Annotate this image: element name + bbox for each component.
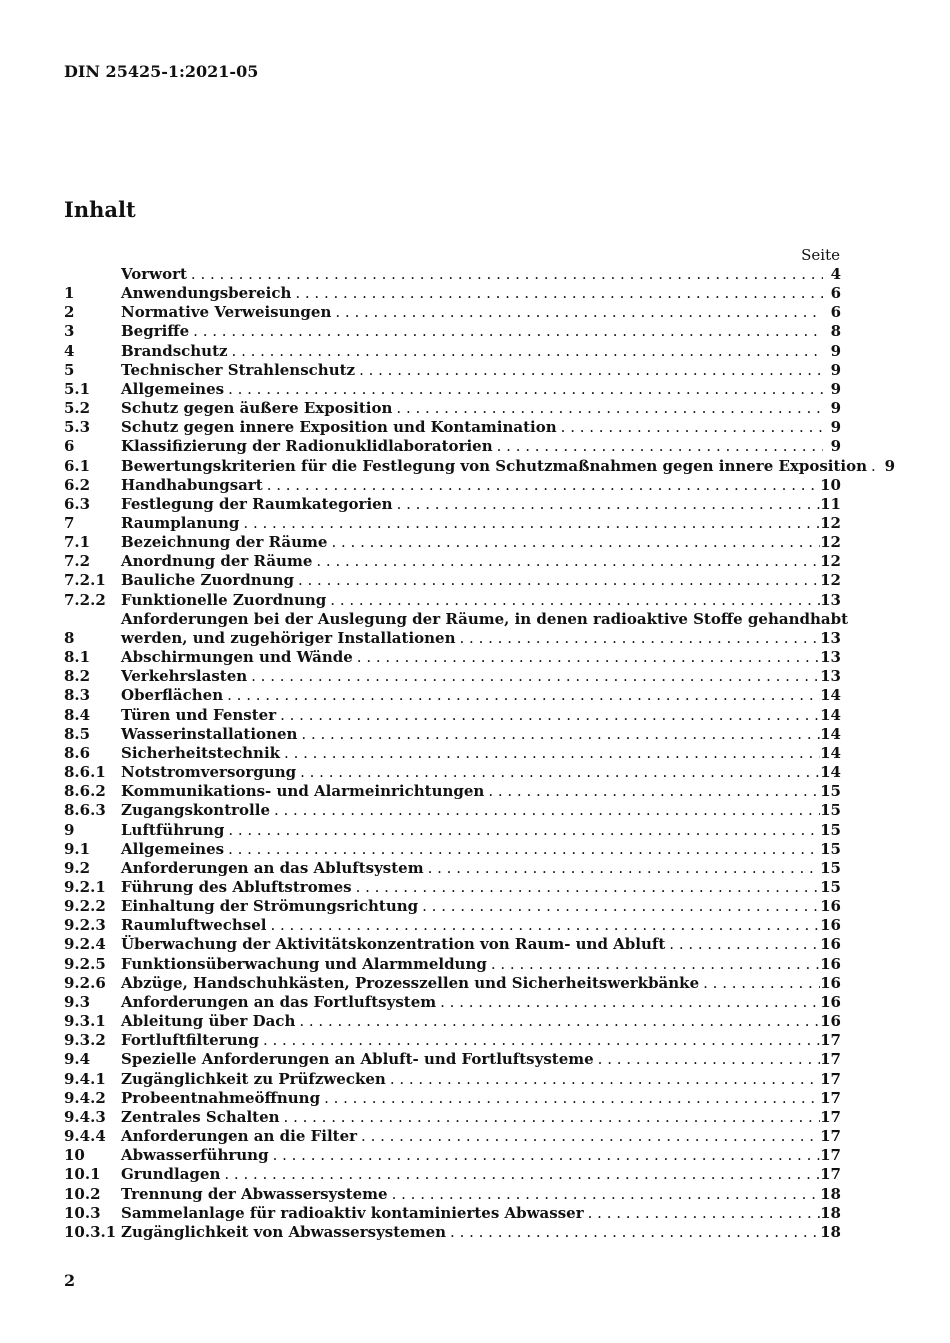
toc-entry[interactable] <box>64 1165 841 1184</box>
toc-entry-number: 10.3.1 <box>64 1222 117 1241</box>
toc-dot-leader <box>393 495 821 514</box>
toc-entry-title: Festlegung der Raumkategorien <box>121 494 393 513</box>
toc-dot-leader <box>484 782 820 801</box>
toc-entry-page: 17 <box>820 1146 841 1165</box>
toc-entry-number: 9.2.6 <box>64 973 106 992</box>
toc-entry[interactable] <box>64 418 841 437</box>
toc-entry[interactable] <box>64 1012 841 1031</box>
toc-entry-number: 5 <box>64 360 75 379</box>
toc-entry[interactable] <box>64 1127 841 1146</box>
toc-entry[interactable] <box>64 744 841 763</box>
toc-entry-page: 16 <box>820 954 841 973</box>
toc-entry[interactable] <box>64 1146 841 1165</box>
toc-entry[interactable] <box>64 782 841 801</box>
toc-entry-title: Funktionsüberwachung und Alarmmeldung <box>121 954 487 973</box>
toc-entry-number: 4 <box>64 341 75 360</box>
toc-dot-leader <box>220 1165 820 1184</box>
toc-entry-title: Handhabungsart <box>121 475 263 494</box>
toc-entry-title: Funktionelle Zuordnung <box>121 590 327 609</box>
toc-dot-leader <box>263 476 820 495</box>
page-number: 2 <box>64 1271 76 1290</box>
toc-entry-number: 9.4.1 <box>64 1069 106 1088</box>
toc-entry[interactable] <box>64 342 841 361</box>
toc-entry-number: 6.2 <box>64 475 91 494</box>
toc-entry-number: 9.4.2 <box>64 1088 106 1107</box>
toc-entry-title: Brandschutz <box>121 341 228 360</box>
toc-dot-leader <box>331 303 823 322</box>
toc-entry-title: Schutz gegen äußere Exposition <box>121 399 393 418</box>
toc-dot-leader <box>436 993 820 1012</box>
toc-entry-page: 18 <box>820 1222 841 1241</box>
toc-entry[interactable] <box>64 897 841 916</box>
toc-entry-number: 9.3 <box>64 992 91 1011</box>
toc-entry-page: 16 <box>820 916 841 935</box>
toc-entry-title: Zugänglichkeit zu Prüfzwecken <box>121 1069 386 1088</box>
toc-entry-page: 14 <box>820 763 841 782</box>
toc-entry[interactable] <box>64 821 841 840</box>
toc-entry-page: 17 <box>820 1088 841 1107</box>
toc-dot-leader <box>295 1012 820 1031</box>
toc-entry-page: 15 <box>820 820 841 839</box>
toc-dot-leader <box>424 859 821 878</box>
toc-dot-leader <box>224 380 823 399</box>
toc-entry-page: 17 <box>820 1031 841 1050</box>
toc-dot-leader <box>296 763 820 782</box>
toc-entry-title: Grundlagen <box>121 1165 221 1184</box>
toc-entry-title: Technischer Strahlenschutz <box>121 360 356 379</box>
toc-entry-page: 13 <box>820 590 841 609</box>
toc-entry-page: 16 <box>820 897 841 916</box>
toc-entry-number: 6.1 <box>64 456 91 475</box>
toc-dot-leader <box>297 725 820 744</box>
toc-entry-page: 17 <box>820 1165 841 1184</box>
toc-dot-leader <box>418 897 820 916</box>
toc-entry-page: 15 <box>820 878 841 897</box>
toc-entry[interactable] <box>64 572 841 591</box>
toc-entry[interactable] <box>64 1223 841 1242</box>
toc-entry-number: 9.3.1 <box>64 1012 106 1031</box>
toc-entry-number: 9.2.5 <box>64 954 106 973</box>
toc-entry-title: Kommunikations- und Alarmeinrichtungen <box>121 782 485 801</box>
toc-dot-leader <box>187 265 823 284</box>
toc-entry[interactable] <box>64 993 841 1012</box>
toc-entry-number: 9.2.2 <box>64 897 106 916</box>
toc-entry-title: Raumluftwechsel <box>121 916 267 935</box>
toc-entry-page: 12 <box>820 552 841 571</box>
toc-entry-title: Zugangskontrolle <box>121 801 270 820</box>
toc-dot-leader <box>280 1108 821 1127</box>
toc-entry-page: 17 <box>820 1107 841 1126</box>
toc-entry-title: Sammelanlage für radioaktiv kontaminiertes Abwasser <box>121 1203 584 1222</box>
toc-entry[interactable] <box>64 936 841 955</box>
toc-entry-number: 8.6 <box>64 743 91 762</box>
toc-dot-leader <box>352 878 821 897</box>
toc-entry-page: 15 <box>820 801 841 820</box>
toc-entry-number: 10.3 <box>64 1203 101 1222</box>
toc-entry-title: Führung des Abluftstromes <box>121 878 352 897</box>
toc-entry-title: Anforderungen an das Abluftsystem <box>121 858 424 877</box>
toc-entry-page: 18 <box>820 1203 841 1222</box>
toc-entry[interactable] <box>64 514 841 533</box>
toc-dot-leader <box>259 1031 820 1050</box>
toc-dot-leader <box>223 686 820 705</box>
toc-entry-page: 15 <box>820 839 841 858</box>
toc-dot-leader <box>294 571 820 590</box>
page-column-label: Seite <box>801 246 840 264</box>
toc-entry-number: 9.4.3 <box>64 1107 106 1126</box>
toc-entry-number: 9.2 <box>64 858 91 877</box>
toc-dot-leader <box>239 514 820 533</box>
toc-entry-page: 12 <box>820 514 841 533</box>
toc-entry[interactable] <box>64 974 841 993</box>
toc-dot-leader <box>270 801 820 820</box>
toc-entry-number: 10.2 <box>64 1184 101 1203</box>
toc-entry-title: Oberflächen <box>121 686 224 705</box>
toc-entry[interactable] <box>64 706 841 725</box>
toc-entry-title: Abwasserführung <box>121 1146 269 1165</box>
toc-entry-title: Klassifizierung der Radionuklidlaboratorien <box>121 437 493 456</box>
toc-entry-number: 5.2 <box>64 399 91 418</box>
toc-entry-title-continued: werden, und zugehöriger Installationen <box>121 628 456 647</box>
toc-entry-title: Anforderungen an das Fortluftsystem <box>121 992 437 1011</box>
toc-dot-leader <box>280 744 820 763</box>
toc-entry-page: 4 <box>830 264 841 283</box>
toc-dot-leader <box>320 1089 820 1108</box>
toc-dot-leader <box>357 1127 820 1146</box>
toc-entry-title: Bewertungskriterien für die Festlegung von Schutzmaßnahmen gegen innere Exposition <box>121 456 868 475</box>
toc-entry-number: 7 <box>64 514 75 533</box>
toc-entry-title: Fortluftfilterung <box>121 1031 259 1050</box>
toc-entry-title: Ableitung über Dach <box>121 1012 296 1031</box>
toc-dot-leader <box>392 399 823 418</box>
toc-entry-page: 16 <box>820 973 841 992</box>
toc-entry-title: Notstromversorgung <box>121 763 297 782</box>
toc-dot-leader <box>327 533 820 552</box>
toc-entry-page: 14 <box>820 686 841 705</box>
toc-entry-page: 17 <box>820 1127 841 1146</box>
toc-entry[interactable] <box>64 533 841 552</box>
toc-entry-number: 9.2.1 <box>64 878 106 897</box>
toc-entry[interactable] <box>64 801 841 820</box>
toc-entry-number: 9.4.4 <box>64 1127 106 1146</box>
toc-entry[interactable] <box>64 552 841 571</box>
toc-entry[interactable] <box>64 955 841 974</box>
toc-entry-title: Probeentnahmeöffnung <box>121 1088 321 1107</box>
toc-dot-leader <box>557 418 823 437</box>
toc-dot-leader <box>326 591 820 610</box>
toc-entry-number: 6 <box>64 437 75 456</box>
toc-entry[interactable] <box>64 1050 841 1069</box>
toc-dot-leader <box>353 648 820 667</box>
toc-entry-title: Allgemeines <box>121 839 225 858</box>
toc-entry[interactable] <box>64 476 841 495</box>
toc-entry[interactable] <box>64 1031 841 1050</box>
toc-entry[interactable] <box>64 380 841 399</box>
toc-entry-number: 5.3 <box>64 418 91 437</box>
toc-entry[interactable] <box>64 361 841 380</box>
toc-entry-page: 16 <box>820 992 841 1011</box>
toc-dot-leader <box>266 916 820 935</box>
toc-entry[interactable] <box>64 648 841 667</box>
toc-entry[interactable] <box>64 763 841 782</box>
toc-entry-page: 17 <box>820 1069 841 1088</box>
toc-dot-leader <box>276 706 820 725</box>
toc-entry-number: 9 <box>64 820 75 839</box>
toc-entry-title: Trennung der Abwassersysteme <box>121 1184 388 1203</box>
toc-entry-page: 13 <box>820 667 841 686</box>
toc-dot-leader <box>228 342 823 361</box>
toc-entry-title: Anordnung der Räume <box>121 552 313 571</box>
toc-entry-number: 1 <box>64 284 75 303</box>
toc-entry-number: 7.1 <box>64 533 91 552</box>
toc-entry[interactable] <box>64 667 841 686</box>
toc-dot-leader <box>386 1070 820 1089</box>
toc-dot-leader <box>355 361 823 380</box>
toc-dot-leader <box>291 284 823 303</box>
toc-entry-page: 15 <box>820 858 841 877</box>
toc-entry-page: 16 <box>820 935 841 954</box>
toc-entry[interactable] <box>64 878 841 897</box>
toc-entry-number: 2 <box>64 303 75 322</box>
toc-dot-leader <box>594 1050 820 1069</box>
toc-entry[interactable] <box>64 916 841 935</box>
toc-entry-title: Zentrales Schalten <box>121 1107 280 1126</box>
toc-dot-leader <box>493 437 823 456</box>
toc-entry-number: 3 <box>64 322 75 341</box>
toc-dot-leader <box>224 840 820 859</box>
toc-dot-leader <box>388 1185 821 1204</box>
toc-entry-title: Allgemeines <box>121 379 225 398</box>
toc-entry[interactable] <box>64 591 841 610</box>
toc-entry-title: Anforderungen bei der Auslegung der Räume, in denen radioaktive Stoffe gehandhabt <box>121 609 849 628</box>
toc-entry-page: 14 <box>820 705 841 724</box>
toc-entry-page: 13 <box>820 628 841 647</box>
toc-entry-title: Normative Verweisungen <box>121 303 332 322</box>
toc-dot-leader <box>269 1146 821 1165</box>
toc-entry-title: Luftführung <box>121 820 225 839</box>
toc-entry-number: 7.2.2 <box>64 590 106 609</box>
toc-entry-page: 17 <box>820 1050 841 1069</box>
toc-entry-number: 6.3 <box>64 494 91 513</box>
toc-entry-number: 8.5 <box>64 724 91 743</box>
toc-entry[interactable] <box>64 725 841 744</box>
toc-entry[interactable] <box>64 859 841 878</box>
toc-entry[interactable] <box>64 456 896 476</box>
toc-entry-title: Bezeichnung der Räume <box>121 533 328 552</box>
toc-entry[interactable] <box>64 284 841 303</box>
toc-entry-number: 10.1 <box>64 1165 101 1184</box>
toc-entry-number: 9.3.2 <box>64 1031 106 1050</box>
toc-entry-number: 8.6.2 <box>64 782 106 801</box>
toc-entry-number: 8.6.3 <box>64 801 106 820</box>
toc-entry-title: Sicherheitstechnik <box>121 743 281 762</box>
toc-entry-title: Vorwort <box>121 264 187 283</box>
toc-entry-number: 8.4 <box>64 705 91 724</box>
toc-entry-page: 8 <box>830 322 841 341</box>
toc-entry-number: 7.2.1 <box>64 571 106 590</box>
toc-entry-page: 13 <box>820 648 841 667</box>
toc-entry-number: 9.1 <box>64 839 91 858</box>
toc-entry-page: 10 <box>820 475 841 494</box>
toc-entry-page: 18 <box>820 1184 841 1203</box>
toc-entry-page: 11 <box>820 494 841 513</box>
toc-entry-number: 8.1 <box>64 648 91 667</box>
toc-dot-leader <box>189 322 823 341</box>
toc-dot-leader <box>867 457 877 476</box>
toc-entry-title: Anwendungsbereich <box>121 284 292 303</box>
toc-entry-page: 6 <box>830 284 841 303</box>
toc-entry-page: 12 <box>820 533 841 552</box>
toc-entry[interactable] <box>64 495 841 514</box>
toc-entry-number: 10 <box>64 1146 85 1165</box>
toc-entry-number: 8.6.1 <box>64 763 106 782</box>
toc-entry-page: 14 <box>820 743 841 762</box>
toc-dot-leader <box>665 935 820 954</box>
toc-entry-number: 8.2 <box>64 667 91 686</box>
toc-dot-leader <box>224 821 820 840</box>
toc-entry-number: 5.1 <box>64 379 91 398</box>
toc-entry-page: 12 <box>820 571 841 590</box>
toc-entry[interactable] <box>64 1070 841 1089</box>
toc-entry[interactable] <box>64 437 841 456</box>
toc-dot-leader <box>487 955 820 974</box>
toc-entry-title: Abzüge, Handschuhkästen, Prozesszellen und Sicherheitswerkbänke <box>121 973 700 992</box>
toc-entry[interactable] <box>64 322 841 341</box>
toc-entry-title: Anforderungen an die Filter <box>121 1127 358 1146</box>
toc-entry-page: 9 <box>830 437 841 456</box>
toc-entry[interactable] <box>64 1108 841 1127</box>
toc-entry-page: 9 <box>830 418 841 437</box>
toc-entry-title: Raumplanung <box>121 514 240 533</box>
toc-entry[interactable] <box>64 303 841 322</box>
toc-entry-page: 15 <box>820 782 841 801</box>
toc-entry-page: 6 <box>830 303 841 322</box>
toc-entry[interactable] <box>64 609 849 648</box>
toc-entry-title: Bauliche Zuordnung <box>121 571 294 590</box>
toc-entry-title: Zugänglichkeit von Abwassersystemen <box>121 1222 447 1241</box>
toc-entry-page: 9 <box>830 379 841 398</box>
toc-entry-title: Spezielle Anforderungen an Abluft- und Fortluftsysteme <box>121 1050 594 1069</box>
toc-entry[interactable] <box>64 686 841 705</box>
toc-entry-number: 8 <box>64 628 75 647</box>
toc-entry-title: Abschirmungen und Wände <box>121 648 353 667</box>
toc-entry-title: Überwachung der Aktivitätskonzentration von Raum- und Abluft <box>121 935 666 954</box>
toc-entry-page: 9 <box>830 360 841 379</box>
document-id: DIN 25425-1:2021-05 <box>64 62 259 81</box>
toc-entry[interactable] <box>64 840 841 859</box>
table-of-contents <box>64 264 896 1242</box>
toc-dot-leader <box>456 629 821 648</box>
toc-entry[interactable] <box>64 265 841 284</box>
toc-dot-leader <box>699 974 820 993</box>
toc-entry-page: 9 <box>830 341 841 360</box>
toc-entry-number: 9.2.4 <box>64 935 106 954</box>
toc-entry[interactable] <box>64 1089 841 1108</box>
toc-entry[interactable] <box>64 1204 841 1223</box>
toc-entry-number: 8.3 <box>64 686 91 705</box>
toc-entry-title: Einhaltung der Strömungsrichtung <box>121 897 419 916</box>
toc-entry-title: Türen und Fenster <box>121 705 277 724</box>
toc-entry-number: 7.2 <box>64 552 91 571</box>
toc-entry-page: 16 <box>820 1012 841 1031</box>
toc-entry-title: Schutz gegen innere Exposition und Kontamination <box>121 418 557 437</box>
toc-entry[interactable] <box>64 1185 841 1204</box>
toc-dot-leader <box>446 1223 820 1242</box>
toc-entry-page: 9 <box>830 399 841 418</box>
toc-entry-title: Verkehrslasten <box>121 667 248 686</box>
toc-entry[interactable] <box>64 399 841 418</box>
toc-dot-leader <box>312 552 820 571</box>
page-title: Inhalt <box>64 197 136 222</box>
toc-entry-page: 14 <box>820 724 841 743</box>
toc-entry-number: 9.2.3 <box>64 916 106 935</box>
toc-entry-number: 9.4 <box>64 1050 91 1069</box>
toc-dot-leader <box>584 1204 821 1223</box>
toc-entry-title: Begriffe <box>121 322 190 341</box>
toc-dot-leader <box>247 667 820 686</box>
toc-entry-page: 9 <box>884 456 896 475</box>
toc-entry-title: Wasserinstallationen <box>121 724 298 743</box>
